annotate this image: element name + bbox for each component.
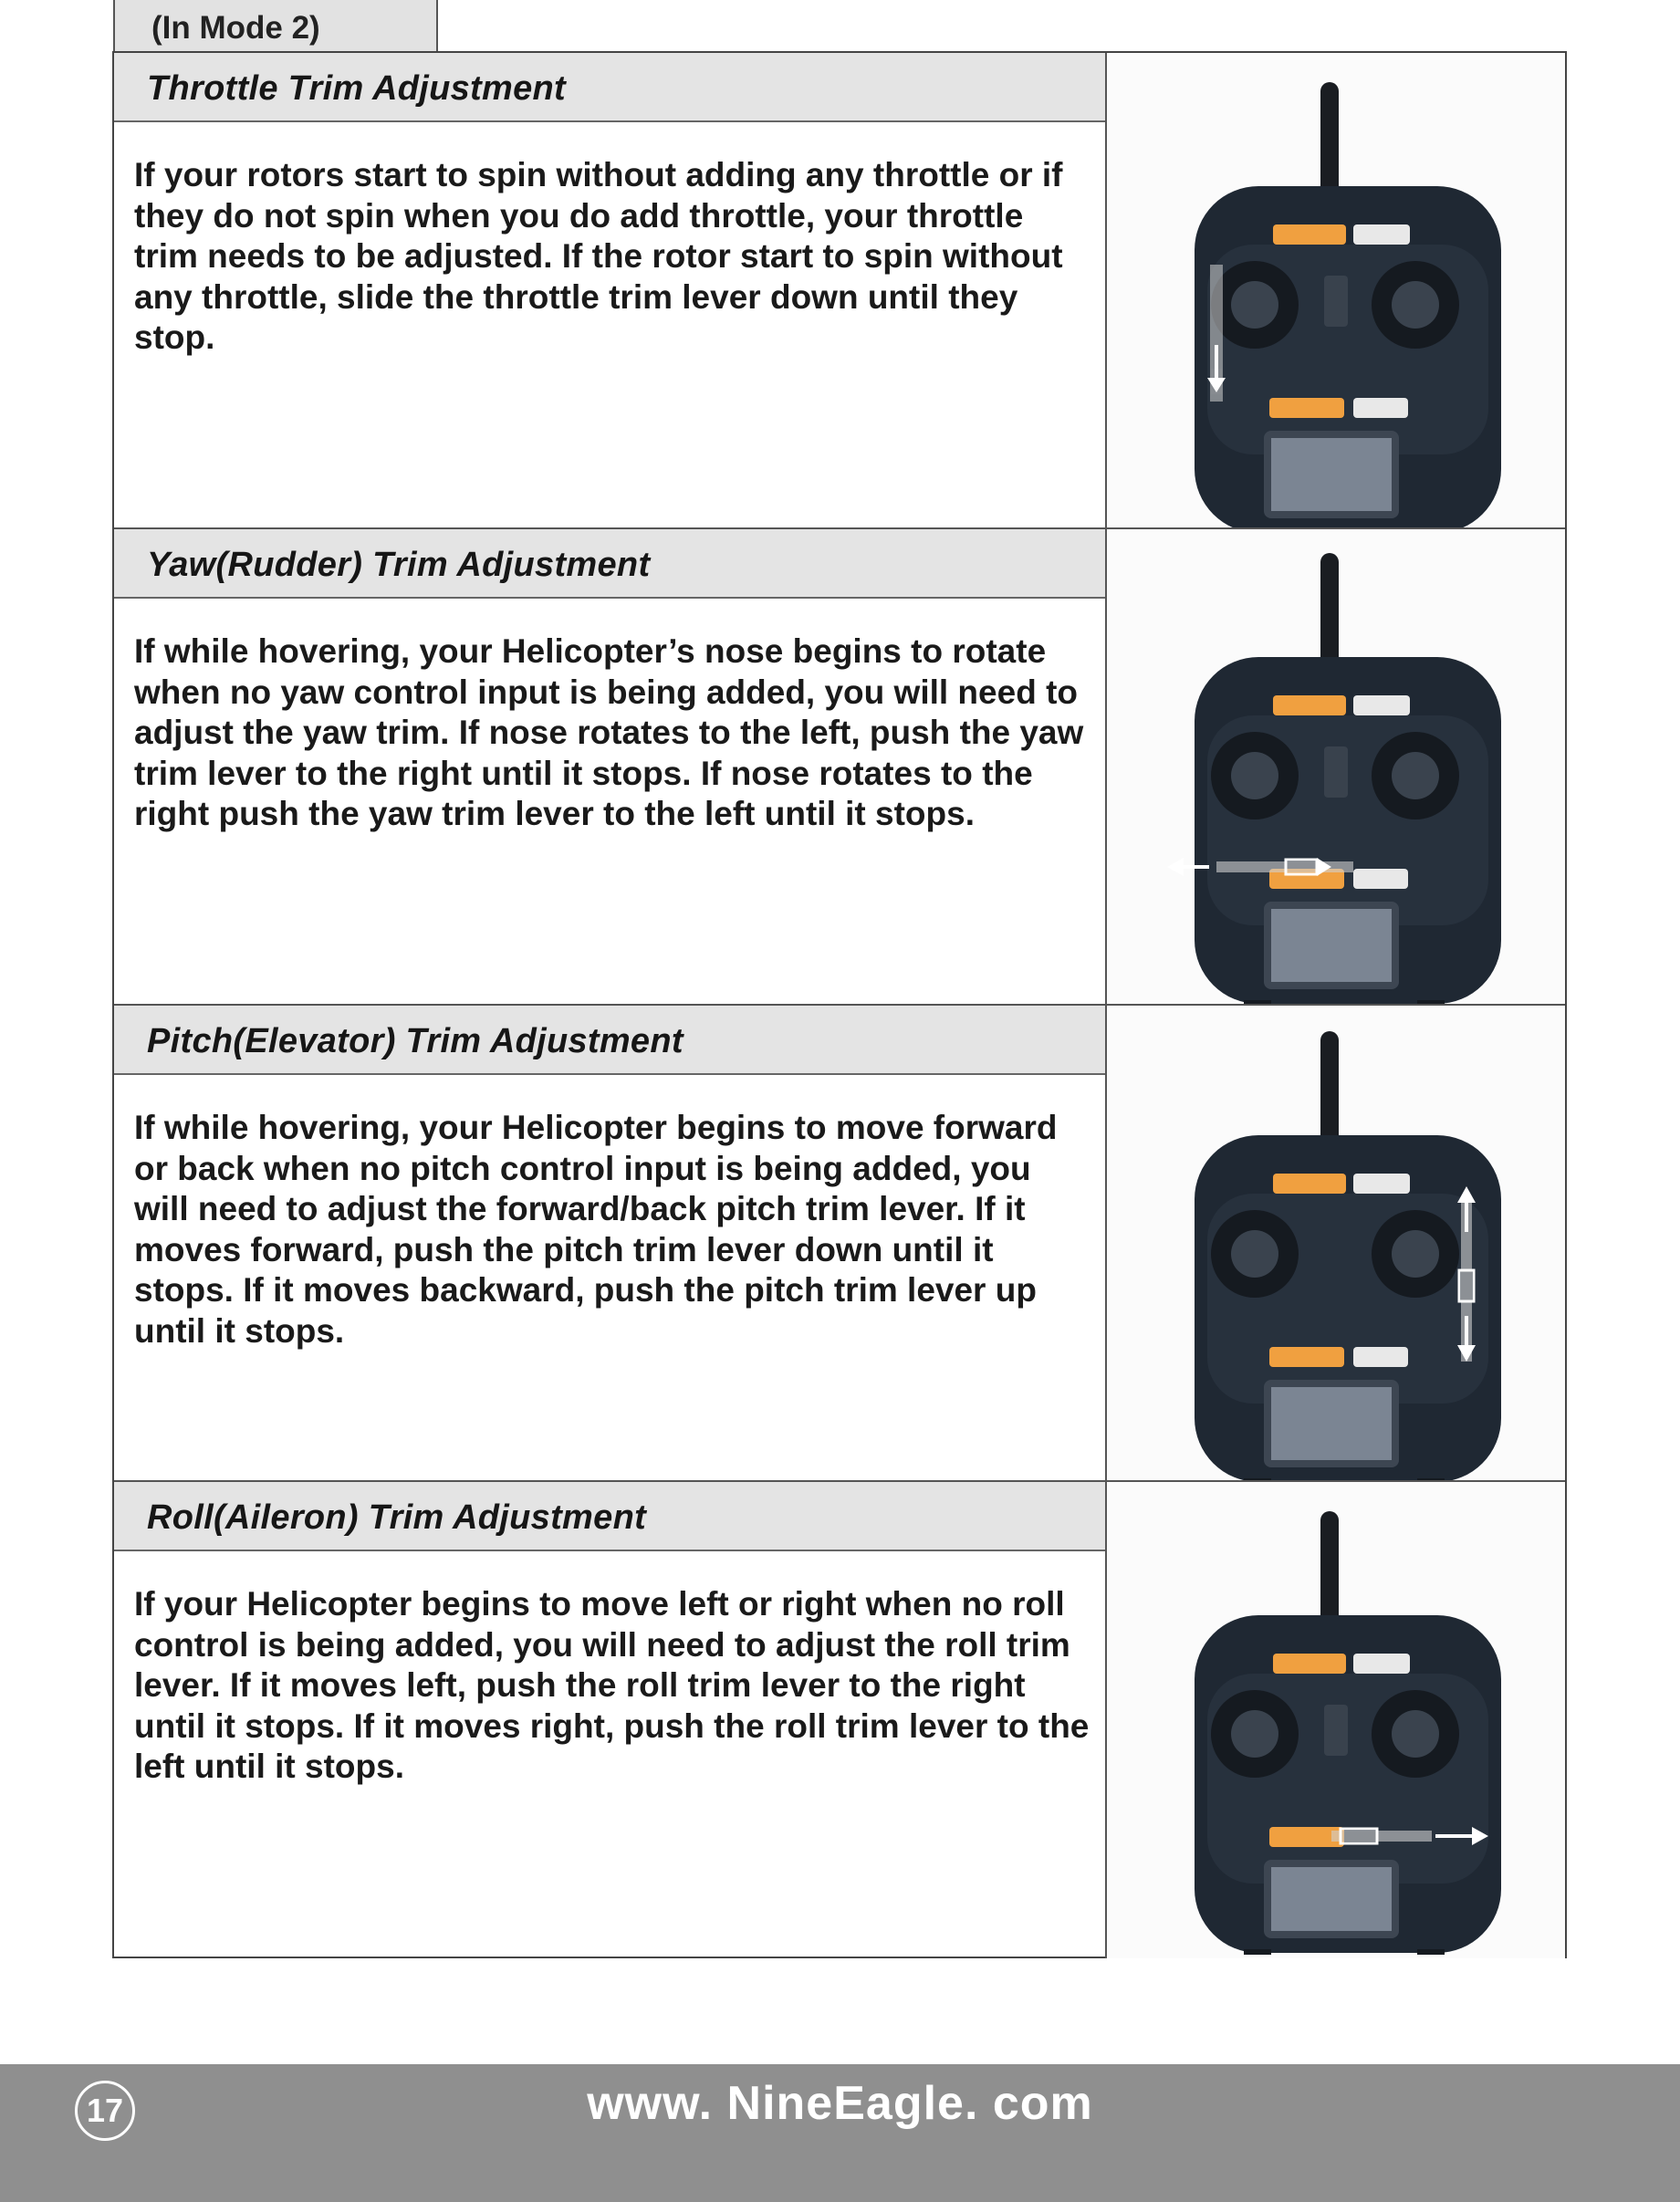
section-pitch-trim: [114, 1006, 1565, 1482]
section-text: [114, 1482, 1107, 1958]
website-url: www. NineEagle. com: [587, 2077, 1093, 2130]
section-body: If your Helicopter begins to move left or right when no roll control is being added, you will need to adjust the roll trim lever. If it moves left, push the roll trim lever to the right until it stops. If it moves right, push the roll trim lever to the left until it stops.: [134, 1585, 1090, 1785]
section-body: If your rotors start to spin without adding any throttle or if they do not spin when you do add throttle, your throttle trim needs to be adjusted. If the rotor start to spin without any throttle, slide the throttle trim lever down until they stop.: [134, 156, 1063, 356]
section-throttle-trim: [114, 53, 1565, 529]
section-roll-trim: [114, 1482, 1565, 1958]
trim-adjustment-table: [112, 51, 1567, 1958]
section-text: [114, 1006, 1107, 1480]
section-title: Yaw(Rudder) Trim Adjustment: [114, 529, 1105, 599]
section-yaw-trim: [114, 529, 1565, 1006]
transmitter-yaw-trim-icon: [1107, 529, 1565, 1004]
transmitter-throttle-trim-icon: [1107, 53, 1565, 527]
section-title: Pitch(Elevator) Trim Adjustment: [114, 1006, 1105, 1075]
section-title: Throttle Trim Adjustment: [114, 53, 1105, 122]
transmitter-roll-trim-icon: [1107, 1482, 1565, 1958]
section-body: If while hovering, your Helicopter begins to move forward or back when no pitch control input is being added, you will need to adjust the forward/back pitch trim lever. If it moves forward, push the pitch trim lever down until it stops. If it moves backward, push the pitch trim lever up until it stops.: [134, 1109, 1058, 1350]
section-body: If while hovering, your Helicopter’s nose begins to rotate when no yaw control input is being added, you will need to adjust the yaw trim. If nose rotates to the left, push the yaw trim lever to the right until it stops. If nose rotates to the right push the yaw trim lever to the left until it stops.: [134, 632, 1084, 832]
page-number: 17: [75, 2081, 135, 2141]
section-text: [114, 529, 1107, 1004]
transmitter-pitch-trim-icon: [1107, 1006, 1565, 1480]
section-text: [114, 53, 1107, 527]
mode-label: (In Mode 2): [113, 0, 438, 51]
section-title: Roll(Aileron) Trim Adjustment: [114, 1482, 1105, 1551]
